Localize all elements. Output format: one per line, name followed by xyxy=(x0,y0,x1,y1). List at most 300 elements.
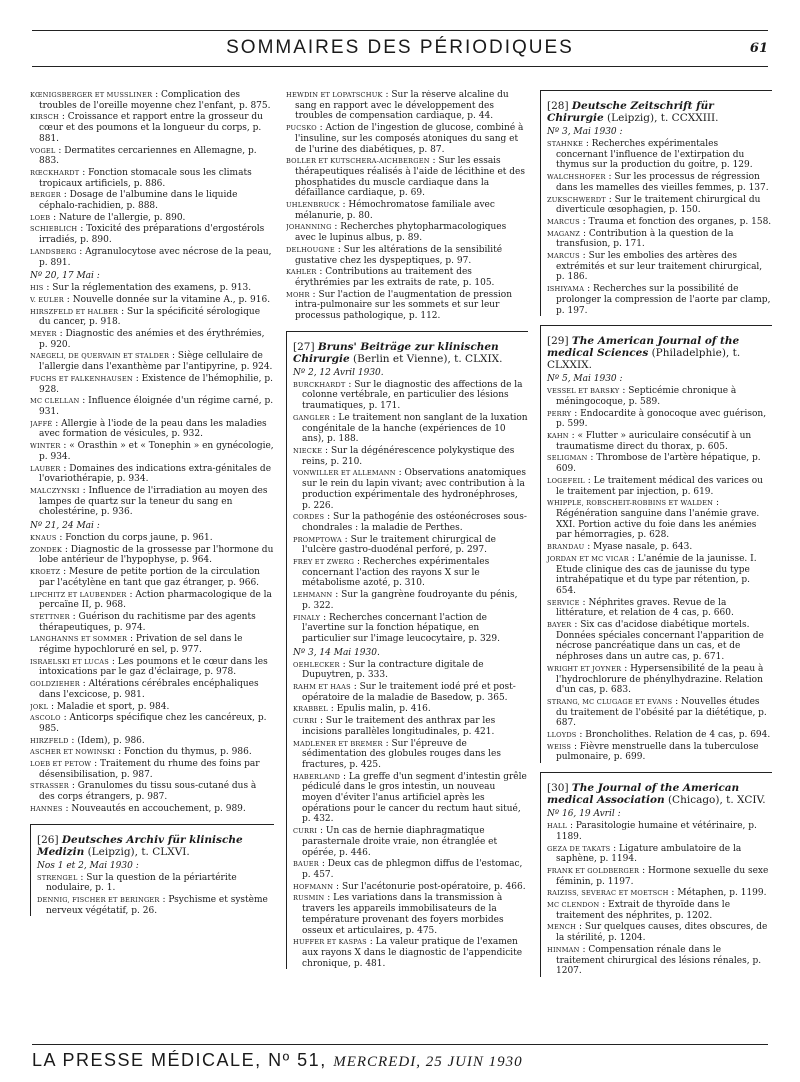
list-item xyxy=(293,893,528,936)
entry-text: : Nouvelles études du traitement de l'obésité par la diététique, p. 687. xyxy=(556,696,767,729)
entry-text: : Myase nasale, p. 643. xyxy=(584,542,693,553)
list-item xyxy=(293,590,528,611)
list-item xyxy=(293,446,528,467)
author-names: DENNIG, FISCHER ET BERINGER xyxy=(37,896,160,904)
entry-text: : Nouvelle donnée sur la vitamine A., p. 916. xyxy=(63,294,271,305)
entry-text: : Altérations cérébrales encéphaliques dans l'excicose, p. 981. xyxy=(39,679,259,700)
list-item xyxy=(293,468,528,511)
entry-text: : Sur le traitement chirurgical de l'ulcère gastro-duodénal perforé, p. 297. xyxy=(302,534,496,556)
entry-text: : Agranulocytose avec nécrose de la peau, p. 891. xyxy=(39,246,272,268)
entry-text: : Extrait de thyroïde dans le traitement des néphrites, p. 1202. xyxy=(556,900,731,921)
entry-text: : Fonction du corps jaune, p. 961. xyxy=(56,533,213,544)
list-item xyxy=(286,290,528,322)
entry-text: : L'anémie de la jaunisse. I. Etude clinique des cas de jaunisse du type intrahépatique et du type par rétention, p. 654. xyxy=(556,553,757,596)
entry-text: : Privation de sel dans le régime hypochloruré en sel, p. 977. xyxy=(39,634,243,656)
entry-text: : Septicémie chronique à méningocoque, p. 589. xyxy=(556,386,737,407)
entry-text: : Maladie et sport, p. 984. xyxy=(48,701,170,712)
author-names: PROMPTOWA xyxy=(293,535,342,544)
author-names: OEHLECKER xyxy=(293,660,340,669)
entry-text: : Compensation rénale dans le traitement chirurgical des lésions rénales, p. 1207. xyxy=(556,944,762,977)
entry-text: : Broncholithes. Relation de 4 cas, p. 694. xyxy=(576,730,771,741)
list-item xyxy=(30,419,274,440)
list-item xyxy=(30,283,274,294)
entry-text: : Les variations dans la transmission à travers les appareils immobilisateurs de la température provenant des foyers morbides osseux et articulaires, p. 475. xyxy=(302,893,504,936)
entry-text: : Sur la spécificité sérologique du cancer, p. 918. xyxy=(39,306,261,328)
list-item xyxy=(547,542,772,553)
footer-date: MERCREDI, 25 JUIN 1930 xyxy=(333,1054,523,1070)
list-item xyxy=(30,351,274,372)
author-names: SERVICE xyxy=(547,598,580,607)
author-names: SELIGMAN xyxy=(547,454,588,463)
section-26 xyxy=(30,824,274,917)
author-names: LOEB ET PETOW xyxy=(30,760,92,769)
author-names: GOLDZIEHER xyxy=(30,680,80,689)
entry-text: : Influence éloignée d'un régime carné, p. 931. xyxy=(39,396,274,417)
list-item xyxy=(30,679,274,700)
entry-text: : Dermatites cercariennes en Allemagne, p. 883. xyxy=(39,145,257,167)
list-item xyxy=(286,245,528,266)
list-item xyxy=(547,922,772,943)
list-item xyxy=(547,431,772,452)
list-item xyxy=(547,888,772,899)
list-item xyxy=(30,146,274,167)
author-names: BRANDAU xyxy=(547,543,585,552)
author-names: LOGEFEIL xyxy=(547,476,585,485)
entry-text: : Sur la question de la périartérite nodulaire, p. 1. xyxy=(46,872,237,894)
entry-text: : Parasitologie humaine et vétérinaire, p. 1189. xyxy=(556,821,757,842)
entry-text: : La valeur pratique de l'examen aux rayons X dans le diagnostic de l'appendicite chronique, p. 481. xyxy=(302,937,523,969)
author-names: GANGLER xyxy=(293,413,330,422)
entry-text: : Dosage de l'albumine dans le liquide céphalo-rachidien, p. 888. xyxy=(39,190,238,212)
list-item xyxy=(286,123,528,155)
entry-text: : Fonction du thymus, p. 986. xyxy=(115,747,252,758)
author-names: LEHMANN xyxy=(293,591,333,600)
entry-text: : Anticorps spécifique chez les cancéreux, p. 985. xyxy=(39,713,267,734)
entry-text: : Action de l'ingestion de glucose, combiné à l'insuline, sur les composés atoniques du sang et de l'urine des diabétiques, p. 87. xyxy=(295,123,524,155)
entry-text: : Recherches expérimentales concernant l'influence de l'extirpation du thymus sur la production du goitre, p. 129. xyxy=(556,139,753,171)
footer-journal: LA PRESSE MÉDICALE, xyxy=(32,1050,262,1070)
list-item xyxy=(30,657,274,678)
author-names: MALCZYNSKI xyxy=(30,486,80,495)
list-item xyxy=(293,739,528,771)
entry-text: : Sur quelques causes, dites obscures, de la stérilité, p. 1204. xyxy=(556,922,768,944)
author-names: STRENGEL xyxy=(37,873,78,882)
column-3 xyxy=(540,90,772,978)
entry-list xyxy=(547,386,772,763)
entry-text: : Recherches expérimentales concernant l'action des rayons X sur le métabolisme azoté, p. 310. xyxy=(302,557,490,589)
author-names: WRIGHT ET JOYNER xyxy=(547,664,622,673)
author-names: MARCUS xyxy=(547,252,580,261)
author-names: ZONDEK xyxy=(30,545,62,554)
list-item xyxy=(286,222,528,243)
author-names: ASCOLO xyxy=(30,714,61,723)
author-names: STRANG, MC CLUGAGE ET EVANS xyxy=(547,697,673,706)
entry-text: : Endocardite à gonocoque avec guérison, p. 599. xyxy=(556,408,767,430)
author-names: HUFFER ET KASPAS xyxy=(293,938,367,947)
list-item xyxy=(30,486,274,518)
author-names: HEWDIN ET LOPATSCHUK xyxy=(286,91,383,99)
author-names: JAFFÉ xyxy=(30,419,53,428)
author-names: MC CLELLAN xyxy=(30,397,80,406)
list-item xyxy=(37,895,274,916)
list-item xyxy=(30,396,274,417)
entry-text: : Sur les essais thérapeutiques réalisés à l'aide de lécithine et des phosphatides du muscle cardiaque dans la défaillance cardiaque, p. 69. xyxy=(295,156,525,199)
list-item xyxy=(293,557,528,589)
page-footer xyxy=(32,1050,768,1071)
author-names: MOHR xyxy=(286,290,310,299)
entry-text: : Sur les altérations de la sensibilité gustative chez les dyspeptiques, p. 97. xyxy=(295,244,503,266)
list-item xyxy=(547,284,772,316)
author-names: V. EULER xyxy=(30,295,64,304)
list-item xyxy=(30,781,274,802)
list-item xyxy=(547,195,772,216)
author-names: BURCKHARDT xyxy=(293,380,346,389)
list-item xyxy=(293,535,528,556)
list-item xyxy=(547,453,772,474)
list-item xyxy=(547,229,772,250)
entry-text: : Contribution à la question de la transfusion, p. 171. xyxy=(556,228,734,250)
list-item xyxy=(293,882,528,893)
author-names: STAHNKE xyxy=(547,140,583,148)
list-item xyxy=(547,730,772,741)
entry-text: : Complication des troubles de l'oreille moyenne chez l'enfant, p. 875. xyxy=(39,90,271,111)
author-names: UHLENBRUCK xyxy=(286,201,340,210)
author-names: KNAUS xyxy=(30,534,57,543)
entry-list xyxy=(547,821,772,977)
entry-text: : Existence de l'hémophilie, p. 928. xyxy=(39,373,273,395)
section-29 xyxy=(540,325,772,763)
list-item xyxy=(30,374,274,395)
entry-text: : Recherches sur la possibilité de prolonger la compression de l'aorte par clamp, p. 197. xyxy=(556,284,771,316)
list-item xyxy=(30,804,274,815)
author-names: FINALY xyxy=(293,613,321,622)
list-item xyxy=(30,90,274,111)
entry-text: : Le traitement non sanglant de la luxation congénitale de la hanche (expériences de 10 ans), p. 188. xyxy=(302,412,528,445)
list-item xyxy=(30,567,274,588)
issue-label: Nº 2, 12 Avril 1930. xyxy=(293,367,384,378)
list-item xyxy=(547,844,772,865)
entry-text: : Contributions au traitement des érythrémies par les extraits de rate, p. 105. xyxy=(295,267,495,288)
entry-text: : Domaines des indications extra-génitales de l'ovariothérapie, p. 934. xyxy=(39,463,272,485)
entry-text: : Epulis malin, p. 416. xyxy=(327,704,431,715)
entry-text: : Néphrites graves. Revue de la littérature, et relation de 4 cas, p. 660. xyxy=(556,597,734,619)
entry-text: : Sur la réserve alcaline du sang en rapport avec le développement des troubles de compensation cardiaque, p. 44. xyxy=(295,90,509,122)
author-names: BOLLER ET KUTSCHERA-AICHBERGEN xyxy=(286,157,430,166)
entry-list xyxy=(547,139,772,316)
author-names: KRABBEL xyxy=(293,705,328,714)
list-item xyxy=(30,713,274,734)
author-names: CURRI xyxy=(293,827,318,836)
footer-rule xyxy=(32,1044,768,1045)
list-item xyxy=(293,704,528,715)
entry-text: : Guérison du rachitisme par des agents thérapeutiques, p. 974. xyxy=(39,611,256,633)
entry-text: : Le traitement médical des varices ou le traitement par injection, p. 619. xyxy=(556,475,763,497)
author-names: RŒCKHARDT xyxy=(30,168,80,177)
author-names: WEISS xyxy=(547,742,572,751)
entry-text: : Diagnostic de la grossesse par l'hormone du lobe antérieur de l'hypophyse, p. 964. xyxy=(39,544,274,566)
entry-text: : Psychisme et système nerveux végétatif, p. 26. xyxy=(46,895,268,916)
list-item xyxy=(30,307,274,328)
author-names: MEYER xyxy=(30,330,57,339)
list-item xyxy=(30,441,274,462)
author-names: KIRSCH xyxy=(30,113,60,122)
author-names: KAHLER xyxy=(286,268,317,277)
section-title: [26] Deutsches Archiv für klinische Medizin (Leipzig), t. CLXVI. xyxy=(37,833,243,858)
author-names: CURRI xyxy=(293,717,318,726)
column-2 xyxy=(286,90,528,970)
list-item xyxy=(547,217,772,228)
list-item xyxy=(30,612,274,633)
list-item xyxy=(547,139,772,171)
entry-text: : Sur les embolies des artères des extrémités et sur leur traitement chirurgical, p. 186. xyxy=(556,251,763,283)
entry-text: : Les poumons et le cœur dans les intoxications par le gaz d'éclairage, p. 978. xyxy=(39,656,268,678)
list-item xyxy=(547,900,772,921)
list-item xyxy=(30,634,274,655)
list-item xyxy=(547,620,772,663)
list-item xyxy=(293,660,528,681)
author-names: NIECKE xyxy=(293,446,323,455)
author-names: FRANK ET GOLDBERGER xyxy=(547,866,640,875)
entry-text: : Ligature ambulatoire de la saphène, p. 1194. xyxy=(556,843,742,865)
author-names: PUCSKO xyxy=(286,124,317,133)
entry-text: : Sur la gangrène foudroyante du pénis, p. 322. xyxy=(302,590,518,611)
author-names: JOKL xyxy=(30,702,49,711)
entry-list xyxy=(30,283,274,518)
author-names: KŒNIGSBERGER ET MUSSLINER xyxy=(30,91,153,99)
entry-text: : Sur le traitement des anthrax par les incisions parallèles longitudinales, p. 421. xyxy=(302,716,496,737)
entry-text: : Influence de l'irradiation au moyen des lampes de quartz sur la teneur du sang en cholestérine, p. 936. xyxy=(39,485,268,518)
list-item xyxy=(293,613,528,645)
author-names: RAHM ET HAAS xyxy=(293,683,351,692)
list-item xyxy=(547,821,772,842)
author-names: CORDES xyxy=(293,513,325,522)
list-item xyxy=(30,190,274,211)
entry-list xyxy=(293,660,528,970)
author-names: HIRZFELD xyxy=(30,736,69,745)
author-names: GEZA DE TAKATS xyxy=(547,844,611,853)
list-item xyxy=(547,697,772,729)
list-item xyxy=(547,386,772,407)
entry-text: : Six cas d'acidose diabétique mortels. Données spéciales concernant l'apparition de nécrose pancréatique dans un cas, et de néphroses dans un autre cas, p. 671. xyxy=(556,620,764,663)
list-item xyxy=(30,464,274,485)
author-names: VESSEL ET BARSKY xyxy=(547,387,620,396)
author-names: BERGER xyxy=(30,191,61,200)
entry-text: : Sur la contracture digitale de Dupuytren, p. 333. xyxy=(302,659,484,681)
list-item xyxy=(30,747,274,758)
list-item xyxy=(547,598,772,619)
list-item xyxy=(293,826,528,858)
list-item xyxy=(547,866,772,887)
entry-text: : Sur l'acétonurie post-opératoire, p. 466. xyxy=(333,881,526,892)
list-item xyxy=(30,329,274,350)
list-item xyxy=(547,476,772,497)
entry-list xyxy=(30,90,274,268)
list-item xyxy=(286,267,528,288)
footer-number: Nº 51, xyxy=(268,1050,327,1070)
author-names: RUSMIN xyxy=(293,894,325,903)
list-item xyxy=(293,772,528,826)
entry-text: : Thrombose de l'artère hépatique, p. 609. xyxy=(556,453,761,475)
author-names: WALCHSHOFER xyxy=(547,173,606,182)
list-item xyxy=(30,533,274,544)
list-item xyxy=(30,590,274,611)
author-names: ZUKSCHWERDT xyxy=(547,195,606,204)
entry-text: : Fonction stomacale sous les climats tropicaux artificiels, p. 886. xyxy=(39,167,252,189)
entry-text: : Sur l'action de l'augmentation de pression intra-pulmonaire sur les sommets et sur leur processus pathologique, p. 112. xyxy=(295,289,512,322)
author-names: FREY ET ZWERG xyxy=(293,558,355,567)
author-names: LLOYDS xyxy=(547,731,577,740)
top-rule xyxy=(32,30,768,31)
list-item xyxy=(547,409,772,430)
author-names: SCHIEBLICH xyxy=(30,225,78,234)
entry-text: : Sur la pathogénie des ostéonécroses sous-chondrales : la maladie de Perthes. xyxy=(302,512,527,533)
entry-text: : Action pharmacologique de la percaïne II, p. 968. xyxy=(39,589,272,611)
author-names: LOEB xyxy=(30,213,51,222)
author-names: MENCH xyxy=(547,923,577,932)
author-names: VONWILLER ET ALLEMANN xyxy=(293,469,396,478)
list-item xyxy=(30,213,274,224)
list-item xyxy=(293,859,528,880)
list-item xyxy=(286,90,528,122)
author-names: MC CLENDON xyxy=(547,901,600,910)
author-names: STRASSER xyxy=(30,782,69,791)
issue-label: Nº 3, 14 Mai 1930. xyxy=(293,647,380,658)
list-item xyxy=(547,498,772,541)
entry-text: : Recherches concernant l'action de l'avertine sur la fonction hépatique, en particulier sur l'image leucocytaire, p. 329. xyxy=(302,612,500,644)
entry-text: : (Idem), p. 986. xyxy=(68,735,145,746)
column-1 xyxy=(30,90,274,917)
author-names: HIRSZFELD ET HALBER xyxy=(30,307,119,316)
author-names: LANGHANNS ET SOMMER xyxy=(30,635,128,644)
entry-text: : Croissance et rapport entre la grosseur du cœur et des poumons et la longueur du corps, p. 881. xyxy=(39,112,263,144)
author-names: HINMAN xyxy=(547,945,580,954)
section-title: [27] Bruns' Beiträge zur klinischen Chirurgie (Berlin et Vienne), t. CLXIX. xyxy=(293,340,503,365)
author-names: JORDAN ET MC VICAR xyxy=(547,554,629,563)
entry-text: : La greffe d'un segment d'intestin grêle pédiculé dans le gros intestin, un nouveau moyen d'éviter l'anus artificiel après les opérations pour le cancer du rectum haut situé, p. 432. xyxy=(302,771,527,825)
author-names: ISRAELSKI ET LUCAS xyxy=(30,657,109,666)
author-names: NAEGELI, DE QUERVAIN ET STALDER xyxy=(30,352,170,361)
issue-label: Nº 16, 19 Avril : xyxy=(547,809,621,820)
list-item xyxy=(293,512,528,533)
list-item xyxy=(30,224,274,245)
author-names: LANDSBERG xyxy=(30,247,77,256)
author-names: JOHANNING xyxy=(286,223,332,232)
entry-text: : Hormone sexuelle du sexe féminin, p. 1197. xyxy=(556,865,769,887)
issue-label: Nos 1 et 2, Mai 1930 : xyxy=(37,860,139,871)
section-title: [29] The American Journal of the medical Sciences (Philadelphie), t. CLXXIX. xyxy=(547,335,741,372)
entry-list xyxy=(293,380,528,645)
list-item xyxy=(30,545,274,566)
author-names: WHIPPLE, ROBSCHEIT-ROBBINS ET WALDEN xyxy=(547,499,714,508)
entry-text: : Sur le traitement iodé pré et post-opératoire de la maladie de Basedow, p. 365. xyxy=(302,682,516,703)
entry-text: : « Orasthin » et « Tonephin » en gynécologie, p. 934. xyxy=(39,441,274,462)
entry-text: : Siège cellulaire de l'allergie dans l'exanthème par l'antipyrine, p. 924. xyxy=(39,351,273,373)
list-item xyxy=(30,168,274,189)
list-item xyxy=(30,295,274,306)
list-item xyxy=(547,945,772,977)
list-item xyxy=(30,759,274,780)
entry-text: : Sur la réglementation des examens, p. 913. xyxy=(43,283,252,294)
issue-label: Nº 20, 17 Mai : xyxy=(30,271,100,282)
entry-text: : Sur le traitement chirurgical du diverticule œsophagien, p. 150. xyxy=(556,194,761,216)
author-names: STETTNER xyxy=(30,612,70,621)
list-item xyxy=(547,664,772,696)
entry-text: : Sur les processus de régression dans les mamelles des vieilles femmes, p. 137. xyxy=(556,172,769,193)
entry-list xyxy=(286,90,528,322)
author-names: HOFMANN xyxy=(293,882,334,891)
list-item xyxy=(293,682,528,703)
entry-text: : Un cas de hernie diaphragmatique parasternale droite vraie, non étranglée et opérée, p. 446. xyxy=(302,826,498,858)
list-item xyxy=(293,937,528,969)
entry-text: : Deux cas de phlegmon diffus de l'estomac, p. 457. xyxy=(302,859,523,880)
list-item xyxy=(37,873,274,894)
author-names: MARCUS xyxy=(547,217,580,226)
author-names: MADLENER ET BREMER xyxy=(293,739,383,748)
author-names: HIS xyxy=(30,284,44,293)
author-names: PERRY xyxy=(547,409,572,418)
entry-text: : Diagnostic des anémies et des érythrémies, p. 920. xyxy=(39,329,265,350)
entry-text: : Granulomes du tissu sous-cutané dus à des corps étrangers, p. 987. xyxy=(39,781,257,803)
author-names: HANNES xyxy=(30,804,63,813)
list-item xyxy=(547,251,772,283)
author-names: ISHIYAMA xyxy=(547,285,585,294)
entry-text: : Hypersensibilité de la peau à l'hydrochlorure de phénylhydrazine. Relation d'un cas, p. 683. xyxy=(556,663,764,696)
entry-text: : Sur la dégénérescence polykystique des reins, p. 210. xyxy=(302,445,515,467)
entry-text: : Observations anatomiques sur le rein du lapin vivant; avec contribution à la production expérimentale des hydronéphroses, p. 226. xyxy=(302,468,526,511)
list-item xyxy=(547,172,772,193)
list-item xyxy=(30,247,274,268)
list-item xyxy=(293,413,528,445)
section-28 xyxy=(540,90,772,316)
entry-text: : « Flutter » auriculaire consécutif à un traumatisme direct du thorax, p. 605. xyxy=(556,431,752,452)
entry-text: : Fièvre menstruelle dans la tuberculose pulmonaire, p. 699. xyxy=(556,741,759,763)
author-names: LAUBER xyxy=(30,464,61,473)
list-item xyxy=(30,702,274,713)
author-names: HALL xyxy=(547,822,568,831)
list-item xyxy=(293,716,528,737)
entry-text: : Sur l'épreuve de sédimentation des globules rouges dans les fractures, p. 425. xyxy=(302,738,501,770)
list-item xyxy=(547,554,772,597)
issue-label: Nº 21, 24 Mai : xyxy=(30,521,100,532)
entry-text: : Allergie à l'iode de la peau dans les maladies avec formation de vésicules, p. 932. xyxy=(39,418,267,440)
list-item xyxy=(293,380,528,412)
entry-text: : Mesure de petite portion de la circulation par l'acétylène en tant que gaz étranger, p. 966. xyxy=(39,567,260,588)
author-names: ASCHER ET NOWINSKI xyxy=(30,748,116,757)
entry-text: : Traitement du rhume des foins par désensibilisation, p. 987. xyxy=(39,759,260,780)
entry-text: : Toxicité des préparations d'ergostérols irradiés, p. 890. xyxy=(39,224,265,246)
author-names: BAUER xyxy=(293,860,319,869)
page-number: 61 xyxy=(749,41,768,56)
list-item xyxy=(30,736,274,747)
section-27 xyxy=(286,331,528,970)
section-30 xyxy=(540,772,772,977)
entry-text: : Recherches phytopharmacologiques avec le lupinus albus, p. 89. xyxy=(295,222,507,244)
section-title: [28] Deutsche Zeitschrift für Chirurgie (Leipzig), t. CCXXIII. xyxy=(547,100,719,124)
entry-text: : Nouveautés en accouchement, p. 989. xyxy=(62,803,246,814)
entry-list xyxy=(30,533,274,815)
entry-text: : Sur le diagnostic des affections de la colonne vertébrale, en particulier des lésions traumatiques, p. 171. xyxy=(302,379,523,412)
entry-text: : Trauma et fonction des organes, p. 158. xyxy=(579,216,772,227)
page-header-title: SOMMAIRES DES PÉRIODIQUES xyxy=(226,37,574,58)
author-names: KAHN xyxy=(547,432,569,441)
issue-label: Nº 5, Mai 1930 : xyxy=(547,374,623,385)
author-names: VOGEL xyxy=(30,146,56,155)
list-item xyxy=(286,200,528,221)
entry-list xyxy=(37,873,274,917)
author-names: DELHOUGNE xyxy=(286,245,335,254)
entry-text: : Métaphen, p. 1199. xyxy=(668,888,767,899)
author-names: BAYER xyxy=(547,621,572,630)
